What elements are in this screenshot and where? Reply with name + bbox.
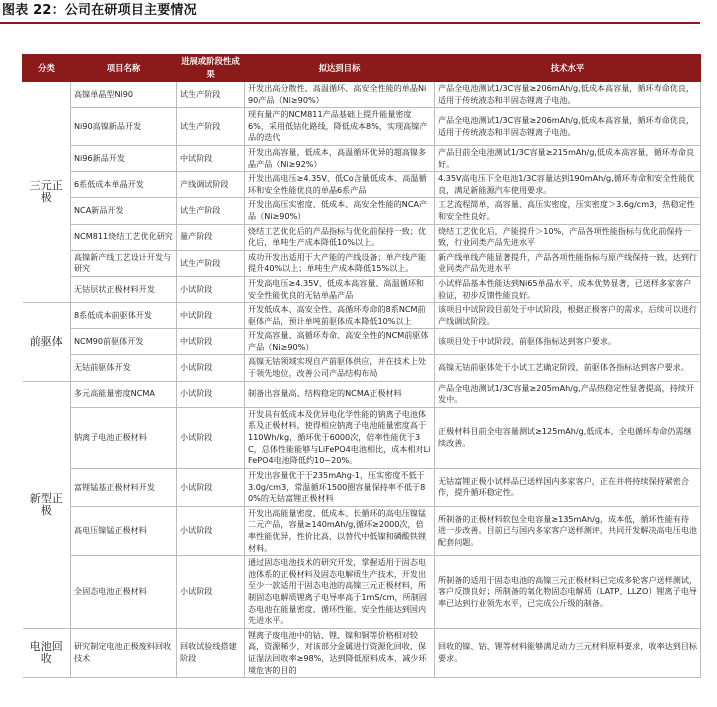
tech-level-cell: 产品目前全电池测试1/3C容量≥215mAh/g,低成本高容量，循环寿命良好。: [435, 145, 701, 171]
header-goal: 拟达到目标: [245, 55, 435, 82]
header-category: 分类: [23, 55, 71, 82]
category-cell: 前驱体: [23, 303, 71, 382]
goal-cell: 开发出高电压≥4.35V、低Co含量低成本、高温循环和安全性能优良的单晶6系产品: [245, 172, 435, 198]
stage-cell: 试生产阶段: [177, 250, 245, 276]
tech-level-cell: 正极材料目前全电容量测试≥125mAh/g,低成本，全电循环寿命仍需继续改善。: [435, 407, 701, 468]
category-cell: 新型正极: [23, 381, 71, 628]
header-row: [23, 55, 701, 82]
stage-cell: 小试阶段: [177, 468, 245, 506]
table-row: [23, 303, 701, 329]
tech-level-cell: 产品全电池测试1/3C容量≥206mAh/g,低成本高容量，循环寿命优良，适用于传统液态和半固态锂离子电池。: [435, 108, 701, 146]
stage-cell: 小试阶段: [177, 276, 245, 302]
project-name-cell: 高镍新产线工艺设计开发与研究: [71, 250, 177, 276]
goal-cell: 现有量产的NCM811产品基础上提升能量密度6%，采用低钴化路线，降低成本8%，实现高镍产品的迭代: [245, 108, 435, 146]
project-name-cell: 富锂锰基正极材料开发: [71, 468, 177, 506]
goal-cell: 开发高电压≥4.35V、低成本高容量、高温循环和安全性能优良的无钴单晶产品: [245, 276, 435, 302]
table-row: [23, 407, 701, 468]
table-row: [23, 224, 701, 250]
table-row: [23, 468, 701, 506]
project-name-cell: NCM90前驱体开发: [71, 329, 177, 355]
tech-level-cell: 新产线单线产能显著提升，产品各项性能指标与原产线保持一致，达到行业同类产品先进水平: [435, 250, 701, 276]
table-row: [23, 198, 701, 224]
goal-cell: 开发高容量、高循环寿命、高安全性的NCM前驱体产品（Ni≥90%）: [245, 329, 435, 355]
tech-level-cell: 烧结工艺优化后，产能提升＞10%，产品各项性能指标与优化前保持一致，行业同类产品先进水平: [435, 224, 701, 250]
stage-cell: 小试阶段: [177, 556, 245, 629]
table-body: [23, 82, 701, 678]
goal-cell: 开发出容量优于于235mAhg-1，压实密度不低于3.0g/cm3，常温循环1500圈容量保持率不低于80%的无钴富锂正极材料: [245, 468, 435, 506]
stage-cell: 产线调试阶段: [177, 172, 245, 198]
tech-level-cell: 所制备的适用于固态电池的高镍三元正极材料已完成多轮客户送样测试，客户反馈良好；所制备的氧化物固态电解质（LATP、LLZO）锂离子电导率已达到行业领先水平，已完成公斤级的制备。: [435, 556, 701, 629]
goal-cell: 开发出高分散性、高温循环、高安全性能的单晶Ni90产品（Ni≥90%）: [245, 82, 435, 108]
tech-level-cell: 无钴富锂正极小试样品已送样国内多家客户，正在并将持续保持紧密合作，提升循环稳定性。: [435, 468, 701, 506]
table-row: [23, 250, 701, 276]
table-row: [23, 355, 701, 381]
stage-cell: 中试阶段: [177, 303, 245, 329]
tech-level-cell: 该项目处于中试阶段，前驱体指标达到客户要求。: [435, 329, 701, 355]
project-name-cell: NCA新品开发: [71, 198, 177, 224]
goal-cell: 烧结工艺优化后的产品指标与优化前保持一致；优化后，单吨生产成本降低10%以上。: [245, 224, 435, 250]
stage-cell: 试生产阶段: [177, 108, 245, 146]
project-name-cell: 无钴层状正极材料开发: [71, 276, 177, 302]
tech-level-cell: 该项目中试阶段目前处于中试阶段，根据正极客户的需求，后续可以进行产线调试阶段。: [435, 303, 701, 329]
project-name-cell: 6系低成本单晶开发: [71, 172, 177, 198]
project-name-cell: NCM811烧结工艺优化研究: [71, 224, 177, 250]
tech-level-cell: 4.35V高电压下全电池1/3C容量达到190mAh/g,循环寿命和安全性能优良，满足新能源汽车使用要求。: [435, 172, 701, 198]
category-cell: 三元正极: [23, 82, 71, 303]
tech-level-cell: 产品全电池测试1/3C容量≥205mAh/g,产品热稳定性显著提高，持续开发中。: [435, 381, 701, 407]
table-row: [23, 329, 701, 355]
stage-cell: 小试阶段: [177, 407, 245, 468]
table-row: [23, 145, 701, 171]
table-row: [23, 628, 701, 677]
goal-cell: 制备出容量高、结构稳定的NCMA正极材料: [245, 381, 435, 407]
table-row: [23, 82, 701, 108]
stage-cell: 中试阶段: [177, 329, 245, 355]
tech-level-cell: 小试样品基本性能达到Ni65单晶水平，成本优势显著，已送样多家客户验证，初步反馈性能良好。: [435, 276, 701, 302]
goal-cell: 开发出高能量密度、低成本、长循环的高电压镍锰二元产品，容量≥140mAh/g,循环≥2000次，倍率性能优异，性价比高，以替代中低镍和磷酸铁锂材料。: [245, 506, 435, 555]
tech-level-cell: 工艺流程简单，高容量、高压实密度，压实密度＞3.6g/cm3，热稳定性和安全性良好。: [435, 198, 701, 224]
table-row: [23, 556, 701, 629]
goal-cell: 高镍无钴领域实现自产前驱体供应，并在技术上处于领先地位，改善公司产品结构布局: [245, 355, 435, 381]
goal-cell: 通过固态电池技术的研究开发，掌握适用于固态电池体系的正极材料及固态电解质生产技术，开发出至少一款适用于固态电池的高镍三元正极材料，所制固态电解质锂离子电导率高于1mS/cm，所制固态电池在能量密度、循环性能、安全性能达到国内先进水平。: [245, 556, 435, 629]
research-projects-table: [22, 54, 701, 678]
stage-cell: 回收试验线搭建阶段: [177, 628, 245, 677]
stage-cell: 量产阶段: [177, 224, 245, 250]
project-name-cell: 多元高能量密度NCMA: [71, 381, 177, 407]
project-name-cell: 研究制定电池正极废料回收技术: [71, 628, 177, 677]
goal-cell: 开发出高压实密度、低成本、高安全性能的NCA产品（Ni≥90%）: [245, 198, 435, 224]
project-name-cell: 无钴前驱体开发: [71, 355, 177, 381]
table-row: [23, 506, 701, 555]
stage-cell: 中试阶段: [177, 145, 245, 171]
stage-cell: 小试阶段: [177, 355, 245, 381]
stage-cell: 试生产阶段: [177, 82, 245, 108]
goal-cell: 开发出高容量，低成本，高温循环优异的超高镍多晶产品（Ni≥92%）: [245, 145, 435, 171]
goal-cell: 开发低成本、高安全性、高循环寿命的8系NCM前驱体产品，预计单吨前驱体成本降低10%以上: [245, 303, 435, 329]
tech-level-cell: 产品全电池测试1/3C容量≥206mAh/g,低成本高容量，循环寿命优良，适用于传统液态和半固态锂离子电池。: [435, 82, 701, 108]
table-row: [23, 108, 701, 146]
title-rule: [0, 22, 700, 24]
stage-cell: 小试阶段: [177, 506, 245, 555]
goal-cell: 成功开发出适用于大产能的产线设备；单产线产能提升40%以上；单吨生产成本降低15%以上。: [245, 250, 435, 276]
figure-title: 图表 22：公司在研项目主要情况: [2, 3, 197, 18]
table-row: [23, 172, 701, 198]
goal-cell: 开发具有低成本及优异电化学性能的钠离子电池体系及正极材料，使得相应钠离子电池能量密度高于110Wh/kg，循环优于6000次，倍率性能优于3C，总体性能能够与LiFePO4电池相比，成本相对LiFePO4电池降低约10~20%。: [245, 407, 435, 468]
project-name-cell: 钠离子电池正极材料: [71, 407, 177, 468]
header-tech-level: 技术水平: [435, 55, 701, 82]
project-name-cell: 全固态电池正极材料: [71, 556, 177, 629]
category-cell: 电池回收: [23, 628, 71, 677]
project-name-cell: 8系低成本前驱体开发: [71, 303, 177, 329]
project-name-cell: 高电压镍锰正极材料: [71, 506, 177, 555]
stage-cell: 试生产阶段: [177, 198, 245, 224]
stage-cell: 小试阶段: [177, 381, 245, 407]
tech-level-cell: 回收的镍、钴、锂等材料能够满足动力三元材料原料要求，收率达到目标要求。: [435, 628, 701, 677]
header-stage: 进展或阶段性成果: [177, 55, 245, 82]
goal-cell: 锂离子废电池中的钴、锂、镍和铜等价格相对较高，资源稀少，对该部分金属进行资源化回收，保证湿法回收率≥98%，达到降低原料成本，减少环境危害的目的: [245, 628, 435, 677]
table-row: [23, 276, 701, 302]
tech-level-cell: 高镍无钴前驱体处于小试工艺确定阶段，前驱体各指标达到客户要求。: [435, 355, 701, 381]
tech-level-cell: 所制备的正极材料软包全电容量≥135mAh/g，成本低，循环性能有待进一步改善。目前已与国内多家客户送样测评，共同开发解决高电压电池配套问题。: [435, 506, 701, 555]
header-project-name: 项目名称: [71, 55, 177, 82]
project-name-cell: 高镍单晶型Ni90: [71, 82, 177, 108]
project-name-cell: Ni96新品开发: [71, 145, 177, 171]
table-row: [23, 381, 701, 407]
project-name-cell: Ni90高镍新品开发: [71, 108, 177, 146]
